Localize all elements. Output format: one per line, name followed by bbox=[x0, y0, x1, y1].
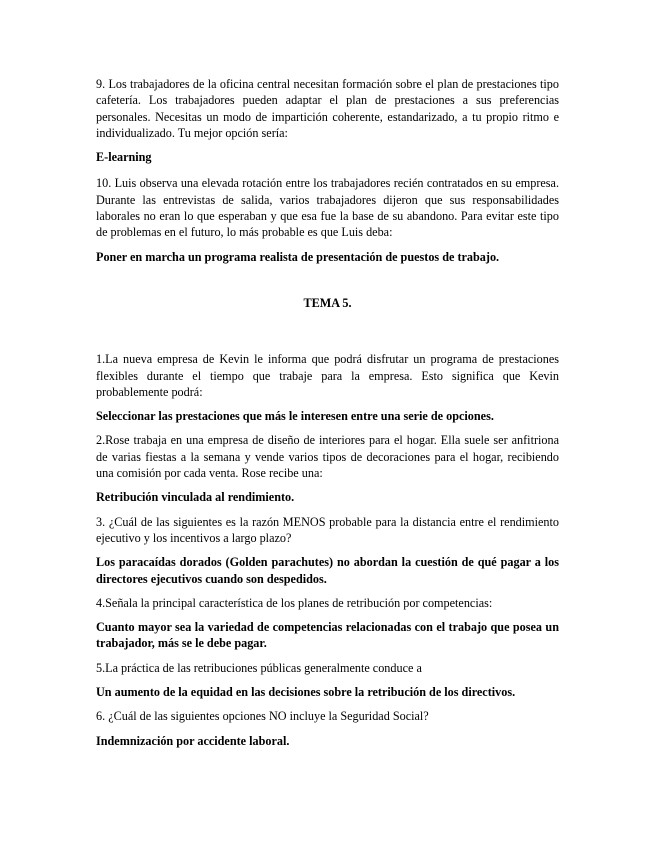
question-t5-4: 4.Señala la principal característica de los planes de retribución por competencias: bbox=[96, 595, 493, 610]
answer-t5-4: Cuanto mayor sea la variedad de competencias relacionadas con el trabajo que posea un trabajador, más se le debe pagar. bbox=[96, 620, 559, 651]
document-body bbox=[96, 76, 559, 757]
question-t5-1: 1.La nueva empresa de Kevin le informa que podrá disfrutar un programa de prestaciones flexibles durante el tiempo que trabaje para la empresa. Esto significa que Kevin probablemente podrá: bbox=[96, 352, 559, 399]
answer-t5-1: Seleccionar las prestaciones que más le interesen entre una serie de opciones. bbox=[96, 409, 494, 424]
answer-t5-3: Los paracaídas dorados (Golden parachutes) no abordan la cuestión de qué pagar a los directores ejecutivos cuando son despedidos. bbox=[96, 555, 559, 586]
question-t5-5: 5.La práctica de las retribuciones públicas generalmente conduce a bbox=[96, 660, 422, 675]
question-9: 9. Los trabajadores de la oficina central necesitan formación sobre el plan de prestaciones tipo cafetería. Los trabajadores pueden adaptar el plan de prestaciones a sus preferencias personales. Necesitas un modo de impartición coherente, estandarizado, a tu propio ritmo e individualizado. Tu mejor opción sería: bbox=[96, 77, 559, 140]
question-t5-6: 6. ¿Cuál de las siguientes opciones NO incluye la Seguridad Social? bbox=[96, 709, 429, 724]
question-t5-3: 3. ¿Cuál de las siguientes es la razón MENOS probable para la distancia entre el rendimiento ejecutivo y los incentivos a largo plazo? bbox=[96, 514, 559, 545]
answer-9: E-learning bbox=[96, 150, 152, 165]
answer-t5-6: Indemnización por accidente laboral. bbox=[96, 733, 290, 748]
question-10: 10. Luis observa una elevada rotación entre los trabajadores recién contratados en su empresa. Durante las entrevistas de salida, varios trabajadores dijeron que sus responsabilidades laborales no eran lo que esperaban y que esa fue la base de su abandono. Para evitar este tipo de problemas en el futuro, lo más probable es que Luis deba: bbox=[96, 176, 559, 240]
section-title: TEMA 5. bbox=[303, 295, 352, 310]
answer-t5-2: Retribución vinculada al rendimiento. bbox=[96, 490, 295, 505]
answer-10: Poner en marcha un programa realista de presentación de puestos de trabajo. bbox=[96, 249, 500, 264]
question-t5-2: 2.Rose trabaja en una empresa de diseño de interiores para el hogar. Ella suele ser anfitriona de varias fiestas a la semana y vende varios tipos de decoraciones para el hogar, recibiendo una comisión por cada venta. Rose recibe una: bbox=[96, 433, 559, 481]
answer-t5-5: Un aumento de la equidad en las decisiones sobre la retribución de los directivos. bbox=[96, 685, 516, 700]
